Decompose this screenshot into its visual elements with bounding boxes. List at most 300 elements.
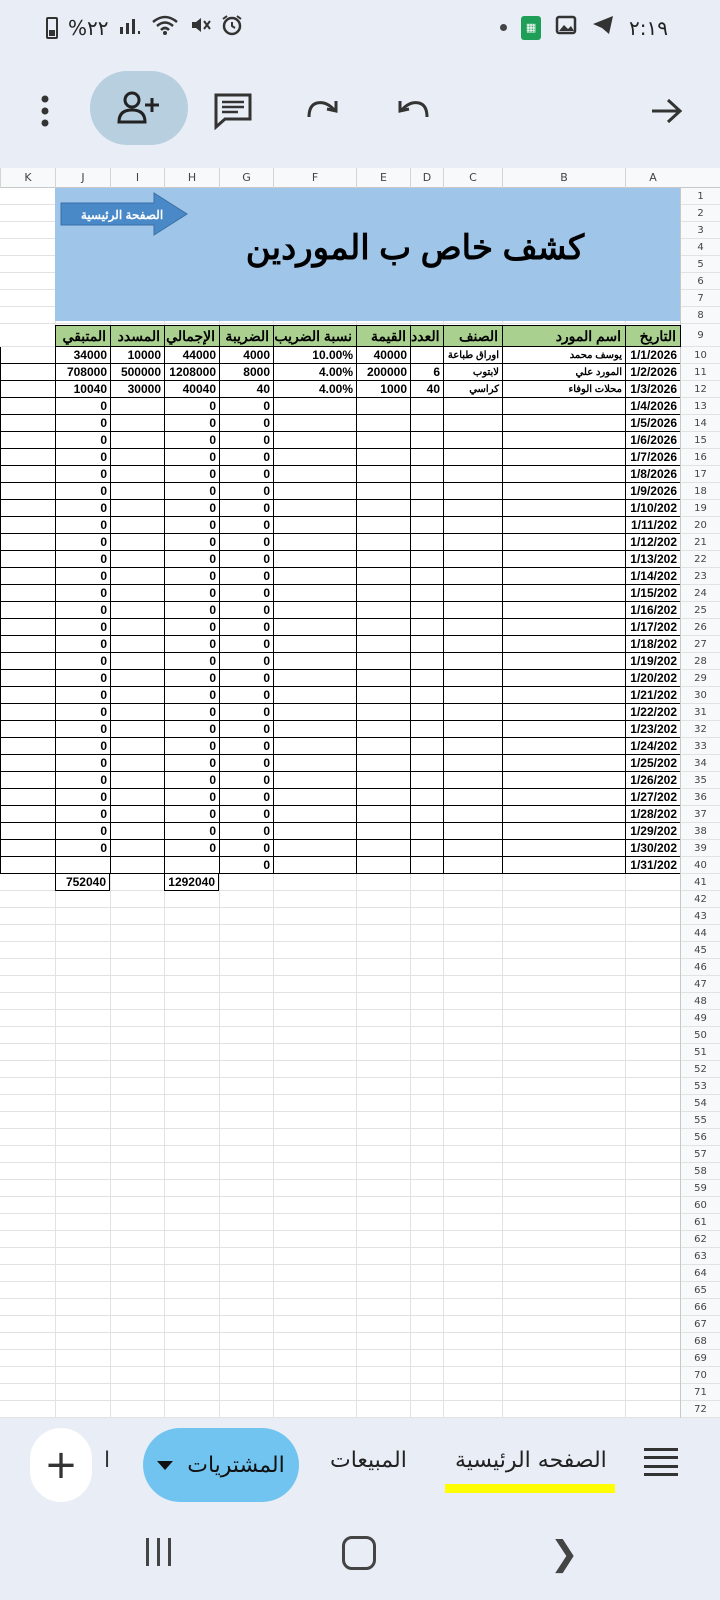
row-header[interactable]: 41 — [681, 874, 720, 891]
cell-j[interactable]: 10040 — [55, 381, 110, 398]
cell-j[interactable]: 0 — [55, 415, 110, 432]
row-header[interactable]: 67 — [681, 1316, 720, 1333]
cell-k[interactable] — [0, 704, 55, 721]
cell-d[interactable]: 6 — [410, 364, 443, 381]
cell-d[interactable] — [410, 1163, 443, 1180]
cell-g[interactable] — [219, 1384, 273, 1401]
cell-k[interactable] — [0, 687, 55, 704]
cell-h[interactable]: 40040 — [164, 381, 219, 398]
cell-i[interactable] — [110, 755, 164, 772]
row-header[interactable]: 38 — [681, 823, 720, 840]
cell-a[interactable] — [625, 1027, 680, 1044]
cell-e[interactable] — [356, 1299, 410, 1316]
cell-h[interactable] — [164, 1367, 219, 1384]
cell-g[interactable] — [219, 1010, 273, 1027]
cell-f[interactable] — [273, 619, 356, 636]
cell-b[interactable] — [502, 466, 625, 483]
tab-purchases[interactable] — [143, 1428, 299, 1502]
cell-b[interactable] — [502, 449, 625, 466]
cell-h[interactable]: 44000 — [164, 347, 219, 364]
cell-j[interactable] — [55, 1180, 110, 1197]
cell-e[interactable] — [356, 959, 410, 976]
cell-d[interactable] — [410, 806, 443, 823]
cell-g[interactable]: 0 — [219, 704, 273, 721]
cell-h[interactable] — [164, 1044, 219, 1061]
cell-k[interactable] — [0, 908, 55, 925]
cell-f[interactable] — [273, 1401, 356, 1418]
cell-a[interactable] — [625, 1282, 680, 1299]
cell-a[interactable] — [625, 1333, 680, 1350]
cell-b[interactable] — [502, 1095, 625, 1112]
cell-h[interactable] — [164, 1282, 219, 1299]
cell-f[interactable] — [273, 1078, 356, 1095]
cell-i[interactable] — [110, 1248, 164, 1265]
row-header[interactable]: 61 — [681, 1214, 720, 1231]
row-header[interactable]: 51 — [681, 1044, 720, 1061]
cell-h[interactable] — [164, 857, 219, 874]
sheets-menu-icon[interactable] — [644, 1448, 678, 1476]
cell-e[interactable] — [356, 1027, 410, 1044]
cell-e[interactable] — [356, 755, 410, 772]
cell-e[interactable] — [356, 1044, 410, 1061]
cell-b[interactable] — [502, 1163, 625, 1180]
cell-a[interactable]: 1/28/202 — [625, 806, 680, 823]
cell-f[interactable]: 10.00% — [273, 347, 356, 364]
cell-b[interactable] — [502, 1180, 625, 1197]
row-header[interactable]: 30 — [681, 687, 720, 704]
cell-d[interactable] — [410, 1384, 443, 1401]
cell-d[interactable] — [410, 1044, 443, 1061]
cell-j[interactable] — [55, 1248, 110, 1265]
cell-k[interactable] — [0, 755, 55, 772]
cell-c[interactable] — [443, 874, 502, 891]
cell-f[interactable] — [273, 908, 356, 925]
cell-c[interactable] — [443, 857, 502, 874]
cell-g[interactable] — [219, 1180, 273, 1197]
cell-g[interactable]: 0 — [219, 602, 273, 619]
cell-j[interactable] — [55, 1027, 110, 1044]
cell-k[interactable] — [0, 1146, 55, 1163]
cell-d[interactable] — [410, 1078, 443, 1095]
row-header[interactable]: 68 — [681, 1333, 720, 1350]
cell-j[interactable] — [55, 1231, 110, 1248]
cell-b[interactable] — [502, 1010, 625, 1027]
cell-e[interactable] — [356, 1401, 410, 1418]
cell-k[interactable] — [0, 1129, 55, 1146]
cell-i[interactable] — [110, 942, 164, 959]
cell-j[interactable] — [55, 1316, 110, 1333]
column-header-b[interactable]: B — [502, 168, 625, 188]
cell-j[interactable] — [55, 1129, 110, 1146]
row-header[interactable]: 33 — [681, 738, 720, 755]
cell-b[interactable] — [502, 1299, 625, 1316]
header-cell-g[interactable]: الضريبة — [219, 325, 274, 347]
cell-c[interactable] — [443, 993, 502, 1010]
cell-e[interactable] — [356, 1214, 410, 1231]
row-header[interactable]: 40 — [681, 857, 720, 874]
cell-j[interactable]: 0 — [55, 483, 110, 500]
row-header[interactable]: 43 — [681, 908, 720, 925]
cell-d[interactable] — [410, 670, 443, 687]
cell-g[interactable]: 0 — [219, 568, 273, 585]
cell-j[interactable] — [55, 1333, 110, 1350]
cell-k[interactable] — [0, 993, 55, 1010]
cell-k[interactable] — [0, 1299, 55, 1316]
cell-d[interactable] — [410, 738, 443, 755]
cell-i[interactable] — [110, 891, 164, 908]
forward-arrow-icon[interactable] — [642, 86, 692, 136]
column-header-h[interactable]: H — [164, 168, 219, 188]
cell-i[interactable] — [110, 1061, 164, 1078]
row-header[interactable]: 65 — [681, 1282, 720, 1299]
cell-d[interactable] — [410, 755, 443, 772]
cell-f[interactable] — [273, 636, 356, 653]
cell-e[interactable] — [356, 415, 410, 432]
cell-b[interactable] — [502, 1401, 625, 1418]
cell-a[interactable] — [625, 1078, 680, 1095]
cell-a[interactable] — [625, 1367, 680, 1384]
cell-h[interactable]: 0 — [164, 636, 219, 653]
cell-k[interactable] — [0, 364, 55, 381]
cell-j[interactable] — [55, 908, 110, 925]
cell-d[interactable] — [410, 1282, 443, 1299]
row-header[interactable]: 21 — [681, 534, 720, 551]
cell-k[interactable] — [0, 1027, 55, 1044]
cell-b[interactable] — [502, 704, 625, 721]
cell-i[interactable] — [110, 1384, 164, 1401]
cell-h[interactable] — [164, 1146, 219, 1163]
cell-h[interactable] — [164, 1401, 219, 1418]
cell-k[interactable] — [0, 789, 55, 806]
row-header[interactable]: 9 — [681, 324, 720, 347]
row-header[interactable]: 16 — [681, 449, 720, 466]
row-header[interactable]: 12 — [681, 381, 720, 398]
cell-j[interactable]: 0 — [55, 789, 110, 806]
recent-apps-icon[interactable] — [146, 1538, 171, 1566]
cell-g[interactable]: 0 — [219, 738, 273, 755]
cell-e[interactable] — [356, 1248, 410, 1265]
cell-g[interactable] — [219, 1316, 273, 1333]
cell-f[interactable] — [273, 874, 356, 891]
cell-d[interactable] — [410, 1299, 443, 1316]
cell-f[interactable] — [273, 823, 356, 840]
cell-i[interactable] — [110, 1078, 164, 1095]
cell-h[interactable]: 0 — [164, 534, 219, 551]
cell-g[interactable] — [219, 1044, 273, 1061]
cell-c[interactable] — [443, 636, 502, 653]
cell-f[interactable] — [273, 721, 356, 738]
cell-c[interactable] — [443, 806, 502, 823]
cell-e[interactable] — [356, 687, 410, 704]
cell-h[interactable]: 0 — [164, 619, 219, 636]
cell-i[interactable] — [110, 466, 164, 483]
cell-e[interactable] — [356, 993, 410, 1010]
cell-k[interactable] — [0, 568, 55, 585]
cell-b[interactable] — [502, 1231, 625, 1248]
cell-j[interactable]: 0 — [55, 755, 110, 772]
cell-g[interactable] — [219, 1333, 273, 1350]
cell-b[interactable] — [502, 908, 625, 925]
tab-partial[interactable]: ا — [104, 1448, 111, 1473]
cell-e[interactable] — [356, 1078, 410, 1095]
row-header[interactable]: 54 — [681, 1095, 720, 1112]
cell-a[interactable]: 1/21/202 — [625, 687, 680, 704]
cell-j[interactable] — [55, 976, 110, 993]
cell-j[interactable] — [55, 993, 110, 1010]
cell-k[interactable] — [0, 347, 55, 364]
cell-g[interactable]: 0 — [219, 398, 273, 415]
cell-k[interactable] — [0, 1282, 55, 1299]
more-vert-icon[interactable] — [20, 86, 70, 136]
cell-a[interactable] — [625, 976, 680, 993]
cell-g[interactable] — [219, 874, 273, 891]
cell-h[interactable] — [164, 993, 219, 1010]
cell-d[interactable] — [410, 1248, 443, 1265]
row-header[interactable]: 50 — [681, 1027, 720, 1044]
cell-h[interactable]: 0 — [164, 500, 219, 517]
cell-a[interactable]: 1/17/202 — [625, 619, 680, 636]
cell-d[interactable] — [410, 398, 443, 415]
cell-j[interactable]: 708000 — [55, 364, 110, 381]
cell-c[interactable] — [443, 891, 502, 908]
cell-k[interactable] — [0, 432, 55, 449]
cell-k[interactable] — [0, 1265, 55, 1282]
cell-i[interactable] — [110, 1282, 164, 1299]
cell-k[interactable] — [0, 959, 55, 976]
cell-f[interactable] — [273, 857, 356, 874]
cell-e[interactable] — [356, 704, 410, 721]
cell-i[interactable] — [110, 585, 164, 602]
cell-h[interactable]: 0 — [164, 449, 219, 466]
cell-k[interactable] — [0, 670, 55, 687]
cell-f[interactable] — [273, 1265, 356, 1282]
column-header-j[interactable]: J — [55, 168, 110, 188]
cell-j[interactable] — [55, 891, 110, 908]
cell-k[interactable] — [0, 1197, 55, 1214]
cell-g[interactable]: 0 — [219, 772, 273, 789]
cell-d[interactable] — [410, 500, 443, 517]
cell-a[interactable]: 1/31/202 — [625, 857, 680, 874]
cell-g[interactable]: 0 — [219, 721, 273, 738]
cell-f[interactable] — [273, 1061, 356, 1078]
cell-e[interactable] — [356, 1350, 410, 1367]
row-header[interactable]: 28 — [681, 653, 720, 670]
cell-i[interactable]: 10000 — [110, 347, 164, 364]
cell-g[interactable] — [219, 1350, 273, 1367]
cell-f[interactable] — [273, 1095, 356, 1112]
cell-k[interactable] — [0, 517, 55, 534]
cell-d[interactable] — [410, 1146, 443, 1163]
cell-a[interactable]: 1/6/2026 — [625, 432, 680, 449]
cell-k[interactable] — [0, 1061, 55, 1078]
row-header[interactable]: 44 — [681, 925, 720, 942]
cell-i[interactable] — [110, 1163, 164, 1180]
cell-b[interactable] — [502, 1112, 625, 1129]
cell-f[interactable] — [273, 1180, 356, 1197]
cell-h[interactable] — [164, 976, 219, 993]
cell-d[interactable] — [410, 789, 443, 806]
cell-i[interactable] — [110, 483, 164, 500]
cell-c[interactable] — [443, 1146, 502, 1163]
cell-i[interactable] — [110, 1350, 164, 1367]
cell-a[interactable] — [625, 1401, 680, 1418]
row-header[interactable]: 60 — [681, 1197, 720, 1214]
cell-j[interactable] — [55, 1367, 110, 1384]
cell-e[interactable] — [356, 483, 410, 500]
cell-f[interactable] — [273, 1282, 356, 1299]
cell-k[interactable] — [0, 1180, 55, 1197]
cell-a[interactable] — [625, 1129, 680, 1146]
cell-b[interactable] — [502, 568, 625, 585]
cell-f[interactable] — [273, 806, 356, 823]
cell-a[interactable] — [625, 1095, 680, 1112]
cell-g[interactable] — [219, 1265, 273, 1282]
cell-g[interactable] — [219, 1401, 273, 1418]
row-header[interactable]: 13 — [681, 398, 720, 415]
cell-k[interactable] — [0, 636, 55, 653]
cell-h[interactable] — [164, 1333, 219, 1350]
cell-k[interactable] — [0, 551, 55, 568]
cell-h[interactable]: 0 — [164, 483, 219, 500]
cell-h[interactable] — [164, 1299, 219, 1316]
cell-i[interactable] — [110, 1146, 164, 1163]
cell-e[interactable] — [356, 789, 410, 806]
cell-c[interactable] — [443, 1214, 502, 1231]
cell-a[interactable] — [625, 1231, 680, 1248]
row-header[interactable]: 57 — [681, 1146, 720, 1163]
cell-j[interactable]: 0 — [55, 636, 110, 653]
row-header[interactable]: 20 — [681, 517, 720, 534]
cell-d[interactable] — [410, 823, 443, 840]
cell-i[interactable] — [110, 1095, 164, 1112]
row-header[interactable]: 17 — [681, 466, 720, 483]
cell-k[interactable] — [0, 466, 55, 483]
cell-g[interactable] — [219, 1231, 273, 1248]
cell-e[interactable] — [356, 585, 410, 602]
cell-g[interactable]: 0 — [219, 857, 273, 874]
cell-g[interactable]: 0 — [219, 789, 273, 806]
header-cell-c[interactable]: الصنف — [443, 325, 503, 347]
row-header[interactable]: 26 — [681, 619, 720, 636]
cell-e[interactable] — [356, 874, 410, 891]
cell-e[interactable] — [356, 1095, 410, 1112]
cell-i[interactable] — [110, 619, 164, 636]
cell-e[interactable] — [356, 398, 410, 415]
cell-d[interactable] — [410, 908, 443, 925]
cell-b[interactable]: محلات الوفاء — [502, 381, 625, 398]
cell-c[interactable] — [443, 1299, 502, 1316]
cell-c[interactable] — [443, 738, 502, 755]
cell-i[interactable] — [110, 721, 164, 738]
cell-i[interactable] — [110, 1197, 164, 1214]
cell-g[interactable]: 0 — [219, 840, 273, 857]
cell-k[interactable] — [0, 738, 55, 755]
cell-c[interactable] — [443, 1265, 502, 1282]
cell-h[interactable]: 0 — [164, 398, 219, 415]
cell-a[interactable]: 1/18/202 — [625, 636, 680, 653]
add-person-button[interactable] — [90, 71, 188, 145]
cell-c[interactable] — [443, 1197, 502, 1214]
cell-c[interactable] — [443, 1231, 502, 1248]
home-icon[interactable] — [342, 1536, 376, 1570]
cell-d[interactable] — [410, 1214, 443, 1231]
cell-a[interactable]: 1/12/202 — [625, 534, 680, 551]
cell-a[interactable] — [625, 1299, 680, 1316]
header-cell-d[interactable]: العدد — [410, 325, 444, 347]
cell-a[interactable] — [625, 1350, 680, 1367]
cell-j[interactable] — [55, 1010, 110, 1027]
cell-g[interactable] — [219, 1129, 273, 1146]
row-header[interactable]: 72 — [681, 1401, 720, 1418]
cell-f[interactable] — [273, 466, 356, 483]
cell-e[interactable] — [356, 568, 410, 585]
row-header[interactable]: 7 — [681, 290, 720, 307]
cell-i[interactable] — [110, 1027, 164, 1044]
cell-h[interactable] — [164, 1248, 219, 1265]
cell-k[interactable] — [0, 449, 55, 466]
cell-e[interactable] — [356, 517, 410, 534]
cell-j[interactable]: 0 — [55, 585, 110, 602]
cell-f[interactable] — [273, 602, 356, 619]
comment-icon[interactable] — [208, 86, 258, 136]
cell-h[interactable]: 0 — [164, 517, 219, 534]
cell-a[interactable]: 1/10/202 — [625, 500, 680, 517]
cell-d[interactable] — [410, 772, 443, 789]
row-header[interactable]: 32 — [681, 721, 720, 738]
cell-j[interactable]: 0 — [55, 619, 110, 636]
cell-c[interactable] — [443, 959, 502, 976]
cell-f[interactable] — [273, 1112, 356, 1129]
cell-d[interactable] — [410, 1401, 443, 1418]
cell-k[interactable] — [0, 806, 55, 823]
cell-b[interactable] — [502, 1078, 625, 1095]
cell-h[interactable] — [164, 908, 219, 925]
cell-e[interactable] — [356, 1163, 410, 1180]
cell-a[interactable] — [625, 1214, 680, 1231]
cell-c[interactable] — [443, 534, 502, 551]
row-header[interactable]: 27 — [681, 636, 720, 653]
cell-k[interactable] — [0, 619, 55, 636]
cell-c[interactable] — [443, 1095, 502, 1112]
cell-d[interactable] — [410, 925, 443, 942]
cell-h[interactable] — [164, 1061, 219, 1078]
cell-i[interactable] — [110, 517, 164, 534]
cell-k[interactable] — [0, 1214, 55, 1231]
cell-i[interactable] — [110, 432, 164, 449]
cell-g[interactable] — [219, 1282, 273, 1299]
cell-d[interactable] — [410, 1231, 443, 1248]
cell-b[interactable] — [502, 942, 625, 959]
cell-a[interactable]: 1/26/202 — [625, 772, 680, 789]
cell-e[interactable] — [356, 1010, 410, 1027]
cell-e[interactable] — [356, 449, 410, 466]
cell-k[interactable] — [0, 942, 55, 959]
cell-i[interactable] — [110, 602, 164, 619]
cell-i[interactable] — [110, 1231, 164, 1248]
cell-a[interactable]: 1/4/2026 — [625, 398, 680, 415]
cell-d[interactable] — [410, 1061, 443, 1078]
cell-f[interactable] — [273, 755, 356, 772]
row-header[interactable]: 11 — [681, 364, 720, 381]
cell-d[interactable] — [410, 840, 443, 857]
cell-d[interactable] — [410, 976, 443, 993]
cell-e[interactable] — [356, 1282, 410, 1299]
cell-k[interactable] — [0, 1010, 55, 1027]
cell-a[interactable] — [625, 1146, 680, 1163]
cell-e[interactable] — [356, 721, 410, 738]
cell-i[interactable] — [110, 687, 164, 704]
cell-b[interactable] — [502, 1146, 625, 1163]
